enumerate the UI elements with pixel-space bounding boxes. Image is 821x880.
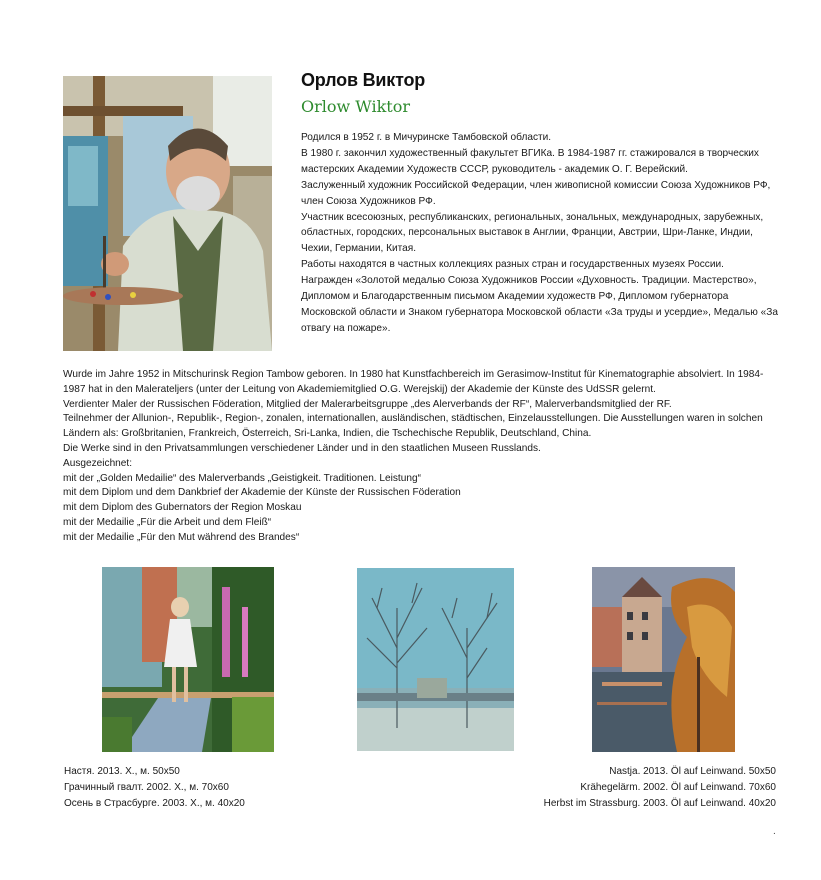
bio-ru-paragraph: Участник всесоюзных, республиканских, региональных, зональных, международных, зарубежных, областных, городских, персональных выставок в Англии, Франции, Австрии, Шри-Ланке, Индии, Чехии, Германии, Китая.: [301, 211, 764, 255]
page-mark: .: [773, 826, 776, 837]
painting-strasbourg: [592, 567, 735, 752]
caption-ru: Грачинный гвалт. 2002. Х., м. 70х60: [64, 782, 229, 794]
bio-ru-paragraph: Награжден «Золотой медалью Союза Художников России «Духовность. Традиции. Мастерство», Дипломом и Благодарственным письмом Академии художеств РФ, Дипломом губернатора Московской области и Знаком губернатора Московской области «За труды и усердие», Медалью «За отвагу на пожаре».: [301, 275, 778, 334]
bio-de-paragraph: Wurde im Jahre 1952 in Mitschurinsk Region Tambow geboren. In 1980 hat Kunstfachbereich im Gerasimow-Institut für Kinematographie absolviert. In 1984-1987 hat in den Malerateljers (unter der Leitung von Akademiemitglied O.G. Werejskij) der Akademie der Künste des UdSSR gelernt.: [63, 369, 764, 395]
caption-de: Nastja. 2013. Öl auf Leinwand. 50x50: [609, 766, 776, 777]
bio-de-paragraph: Die Werke sind in den Privatsammlungen verschiedener Länder und in den staatlichen Museen Russlands.: [63, 442, 541, 454]
caption-ru: Осень в Страсбурге. 2003. Х., м. 40х20: [64, 798, 245, 810]
bio-de-paragraph: Ausgezeichnet:: [63, 457, 133, 469]
bio-de-paragraph: mit der „Golden Medailie“ des Malerverbands „Geistigkeit. Traditionen. Leistung“: [63, 472, 421, 484]
bio-de-paragraph: Teilnehmer der Allunion-, Republik-, Region-, zonalen, internationallen, ausländischen, städtischen, Einzelausstellungen. Die Ausstellungen waren in solchen Ländern als: Großbritanien, Frankreich, Österreich, Sri-Lanka, Indien, die Tschechische Republik, Deutschland, China.: [63, 413, 763, 440]
caption-ru: Настя. 2013. Х., м. 50х50: [64, 766, 180, 777]
bio-de-paragraph: mit der Medailie „Für den Mut während des Brandes“: [63, 531, 300, 543]
bio-ru-paragraph: Родился в 1952 г. в Мичуринске Тамбовской области.: [301, 132, 552, 143]
artist-name-ru: Орлов Виктор: [301, 70, 426, 90]
bio-de-paragraph: mit der Medailie „Für die Arbeit und dem Fleiß“: [63, 516, 272, 528]
captions-ru: [64, 764, 245, 813]
caption-de: Herbst im Strassburg. 2003. Öl auf Leinwand. 40x20: [543, 798, 776, 810]
painting-krahegelarm: [357, 568, 514, 751]
captions-de: [544, 764, 776, 813]
bio-ru-paragraph: В 1980 г. закончил художественный факультет ВГИКа. В 1984-1987 гг. стажировался в творческих мастерских Академии Художеств СССР, руководитель - академик О. Г. Верейский.: [301, 147, 759, 175]
artist-name-de: Orlow Wiktor: [301, 97, 410, 116]
caption-de: Krähegelärm. 2002. Öl auf Leinwand. 70x60: [580, 782, 776, 794]
painting-nastja: [102, 567, 274, 752]
bio-de-paragraph: mit dem Diplom des Gubernators der Region Moskau: [63, 502, 302, 514]
artist-portrait: [63, 76, 272, 351]
bio-de-paragraph: mit dem Diplom und dem Dankbrief der Akademie der Künste der Russischen Föderation: [63, 487, 461, 499]
bio-ru-paragraph: Работы находятся в частных коллекциях разных стран и государственных музеях России.: [301, 259, 724, 271]
biography-de: [63, 368, 783, 546]
bio-de-paragraph: Verdienter Maler der Russischen Föderation, Mitglied der Malerarbeitsgruppe „des Alerverbands der RF“, Malerverbandsmitglied der RF.: [63, 398, 672, 410]
bio-ru-paragraph: Заслуженный художник Российской Федерации, член живописной комиссии Союза Художников РФ, член Союза Художников РФ.: [301, 179, 771, 207]
biography-ru: [301, 130, 779, 337]
